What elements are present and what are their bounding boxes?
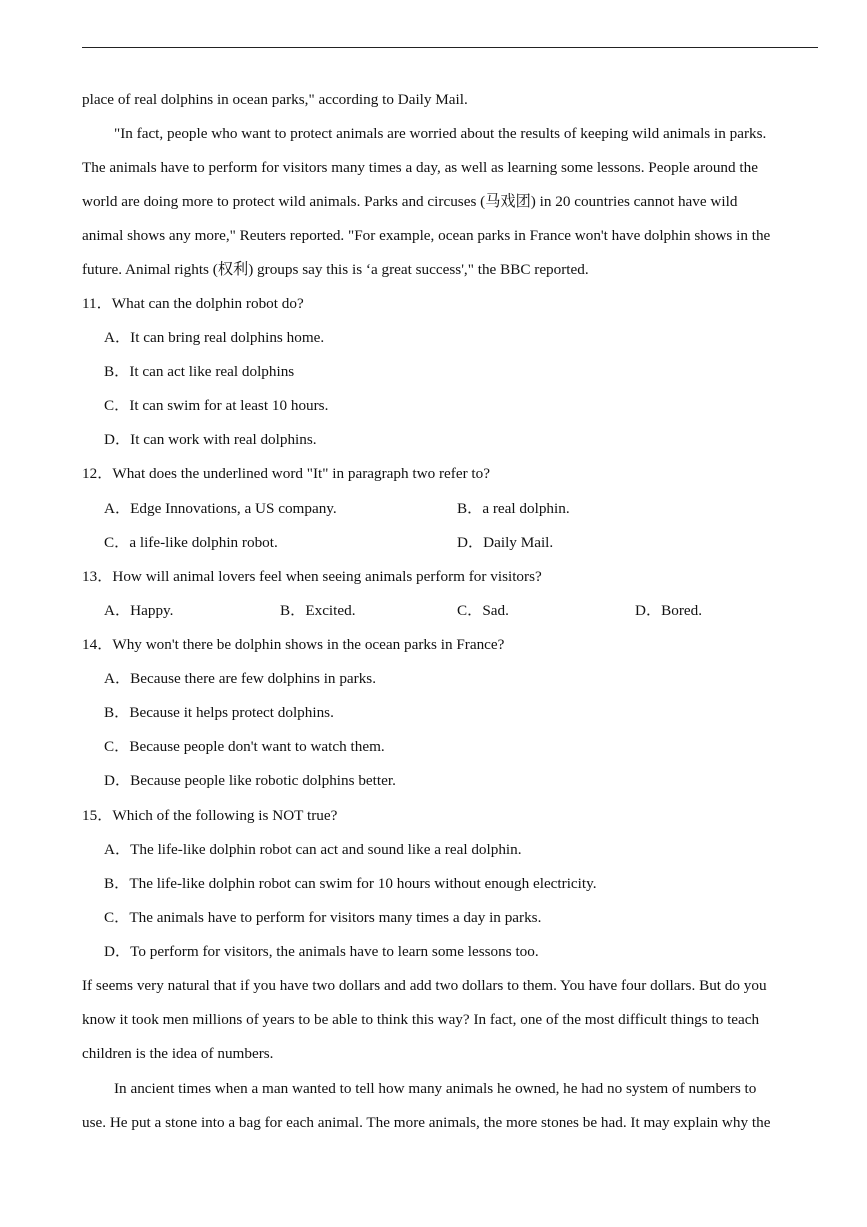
question-12-option-a: A．Edge Innovations, a US company. (104, 500, 337, 517)
question-14-option-b: B．Because it helps protect dolphins. (104, 704, 334, 721)
question-15-option-d: D．To perform for visitors, the animals have to learn some lessons too. (104, 943, 539, 960)
question-15-option-c: C．The animals have to perform for visitors many times a day in parks. (104, 909, 542, 926)
passage1-line: The animals have to perform for visitors many times a day, as well as learning some lessons. People around the (82, 159, 758, 176)
passage1-line: world are doing more to protect wild animals. Parks and circuses (马戏团) in 20 countries cannot have wild (82, 193, 738, 210)
question-13-option-c: C．Sad. (457, 602, 509, 619)
question-13-stem: 13．How will animal lovers feel when seeing animals perform for visitors? (82, 568, 542, 585)
passage2-line: In ancient times when a man wanted to tell how many animals he owned, he had no system of numbers to (114, 1080, 757, 1097)
question-14-option-d: D．Because people like robotic dolphins better. (104, 772, 396, 789)
question-12-option-b: B．a real dolphin. (457, 500, 570, 517)
question-15-option-a: A．The life-like dolphin robot can act and sound like a real dolphin. (104, 841, 522, 858)
passage2-line: know it took men millions of years to be able to think this way? In fact, one of the most difficult things to teach (82, 1011, 760, 1028)
question-12-option-d: D．Daily Mail. (457, 534, 554, 551)
header-rule (82, 47, 818, 48)
passage1-line: place of real dolphins in ocean parks," according to Daily Mail. (82, 91, 468, 108)
question-11-option-a: A．It can bring real dolphins home. (104, 329, 325, 346)
question-14-stem: 14．Why won't there be dolphin shows in the ocean parks in France? (82, 636, 505, 653)
question-15-option-b: B．The life-like dolphin robot can swim for 10 hours without enough electricity. (104, 875, 597, 892)
question-11-stem: 11．What can the dolphin robot do? (82, 295, 304, 312)
question-11-option-d: D．It can work with real dolphins. (104, 431, 317, 448)
passage1-line: future. Animal rights (权利) groups say this is ‘a great success'," the BBC reported. (82, 261, 589, 278)
passage2-line: use. He put a stone into a bag for each animal. The more animals, the more stones be had. It may explain why the (82, 1114, 771, 1131)
question-13-option-b: B．Excited. (280, 602, 356, 619)
passage1-line: "In fact, people who want to protect animals are worried about the results of keeping wild animals in parks. (114, 125, 767, 142)
question-15-stem: 15．Which of the following is NOT true? (82, 807, 338, 824)
question-13-option-a: A．Happy. (104, 602, 174, 619)
question-14-option-a: A．Because there are few dolphins in parks. (104, 670, 377, 687)
question-12-option-c: C．a life-like dolphin robot. (104, 534, 278, 551)
passage2-line: children is the idea of numbers. (82, 1045, 274, 1062)
question-11-option-c: C．It can swim for at least 10 hours. (104, 397, 329, 414)
passage1-line: animal shows any more," Reuters reported. "For example, ocean parks in France won't have dolphin shows in the (82, 227, 771, 244)
question-12-stem: 12．What does the underlined word "It" in paragraph two refer to? (82, 465, 490, 482)
passage2-line: If seems very natural that if you have two dollars and add two dollars to them. You have four dollars. But do you (82, 977, 767, 994)
question-11-option-b: B．It can act like real dolphins (104, 363, 295, 380)
question-14-option-c: C．Because people don't want to watch them. (104, 738, 385, 755)
question-13-option-d: D．Bored. (635, 602, 703, 619)
